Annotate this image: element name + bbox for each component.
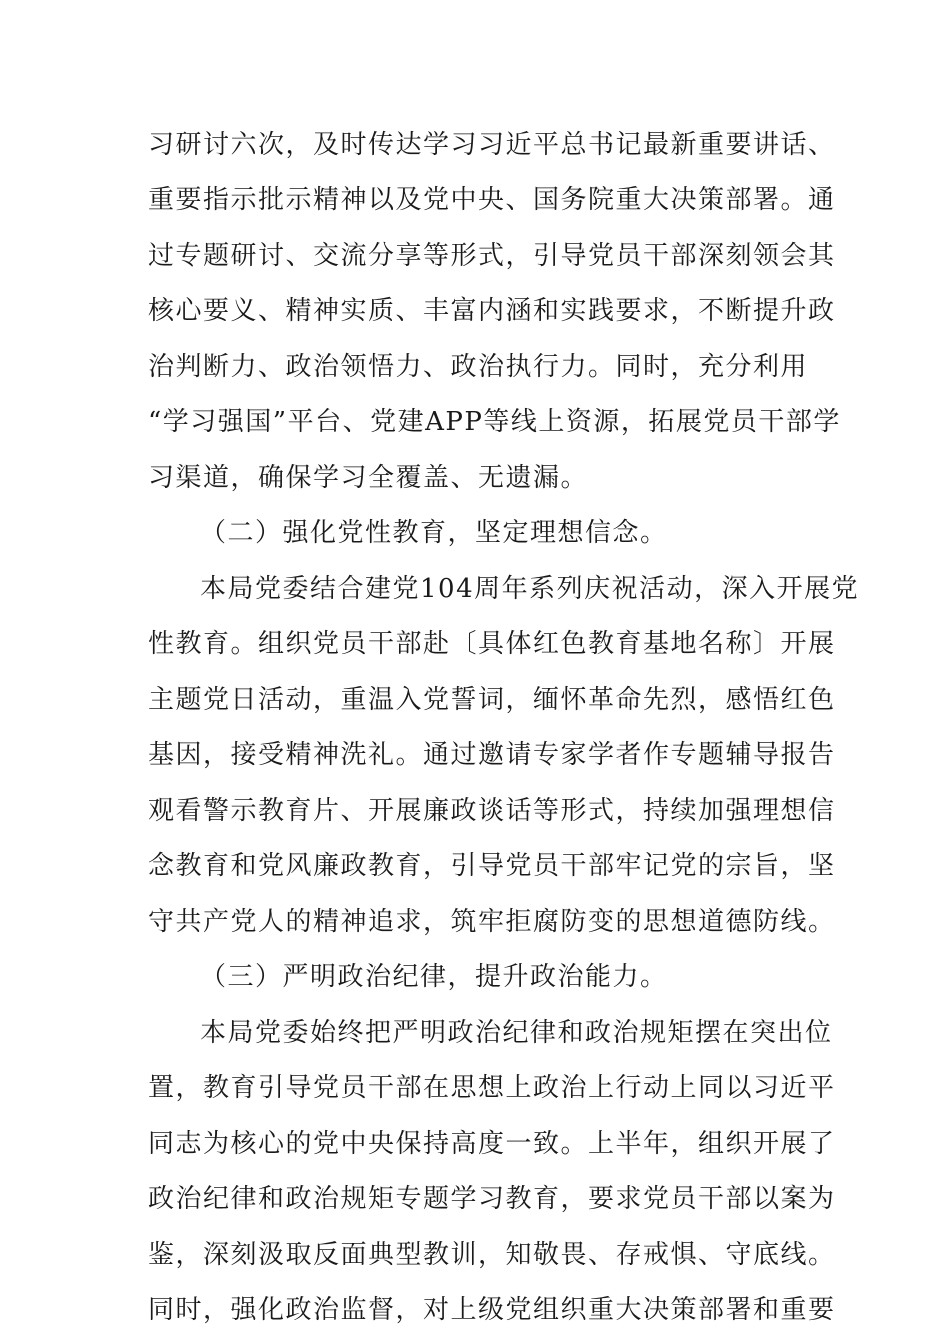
body-text-line: 念教育和党风廉政教育，引导党员干部牢记党的宗旨，坚 [148, 851, 836, 881]
body-text-line: 同时，强化政治监督，对上级党组织重大决策部署和重要 [148, 1295, 836, 1325]
body-text-line: 治判断力、政治领悟力、政治执行力。同时，充分利用 [148, 352, 809, 382]
body-text-line: 基因，接受精神洗礼。通过邀请专家学者作专题辅导报告 [148, 740, 836, 770]
body-text-line: 过专题研讨、交流分享等形式，引导党员干部深刻领会其 [148, 241, 836, 271]
body-text-line: 政治纪律和政治规矩专题学习教育，要求党员干部以案为 [148, 1184, 836, 1214]
body-text-line: 核心要义、精神实质、丰富内涵和实践要求，不断提升政 [148, 296, 836, 326]
section-heading: （二）强化党性教育，坚定理想信念。 [200, 518, 668, 548]
body-text-line: 观看警示教育片、开展廉政谈话等形式，持续加强理想信 [148, 796, 836, 826]
body-text-line: 守共产党人的精神追求，筑牢拒腐防变的思想道德防线。 [148, 907, 836, 937]
body-text-line: 重要指示批示精神以及党中央、国务院重大决策部署。通 [148, 185, 836, 215]
paragraph-first-line: 本局党委结合建党104周年系列庆祝活动，深入开展党 [200, 574, 860, 604]
body-text-line: 主题党日活动，重温入党誓词，缅怀革命先烈，感悟红色 [148, 685, 836, 715]
body-text-line: 习研讨六次，及时传达学习习近平总书记最新重要讲话、 [148, 130, 836, 160]
section-heading: （三）严明政治纪律，提升政治能力。 [200, 962, 668, 992]
body-text-line: 鉴，深刻汲取反面典型教训，知敬畏、存戒惧、守底线。 [148, 1240, 836, 1270]
body-text-line: 同志为核心的党中央保持高度一致。上半年，组织开展了 [148, 1129, 836, 1159]
body-text-line: 习渠道，确保学习全覆盖、无遗漏。 [148, 463, 589, 493]
body-text-line: “学习强国”平台、党建APP等线上资源，拓展党员干部学 [148, 407, 841, 437]
body-text-line: 置，教育引导党员干部在思想上政治上行动上同以习近平 [148, 1073, 836, 1103]
paragraph-first-line: 本局党委始终把严明政治纪律和政治规矩摆在突出位 [200, 1018, 833, 1048]
body-text-line: 性教育。组织党员干部赴〔具体红色教育基地名称〕开展 [148, 629, 836, 659]
